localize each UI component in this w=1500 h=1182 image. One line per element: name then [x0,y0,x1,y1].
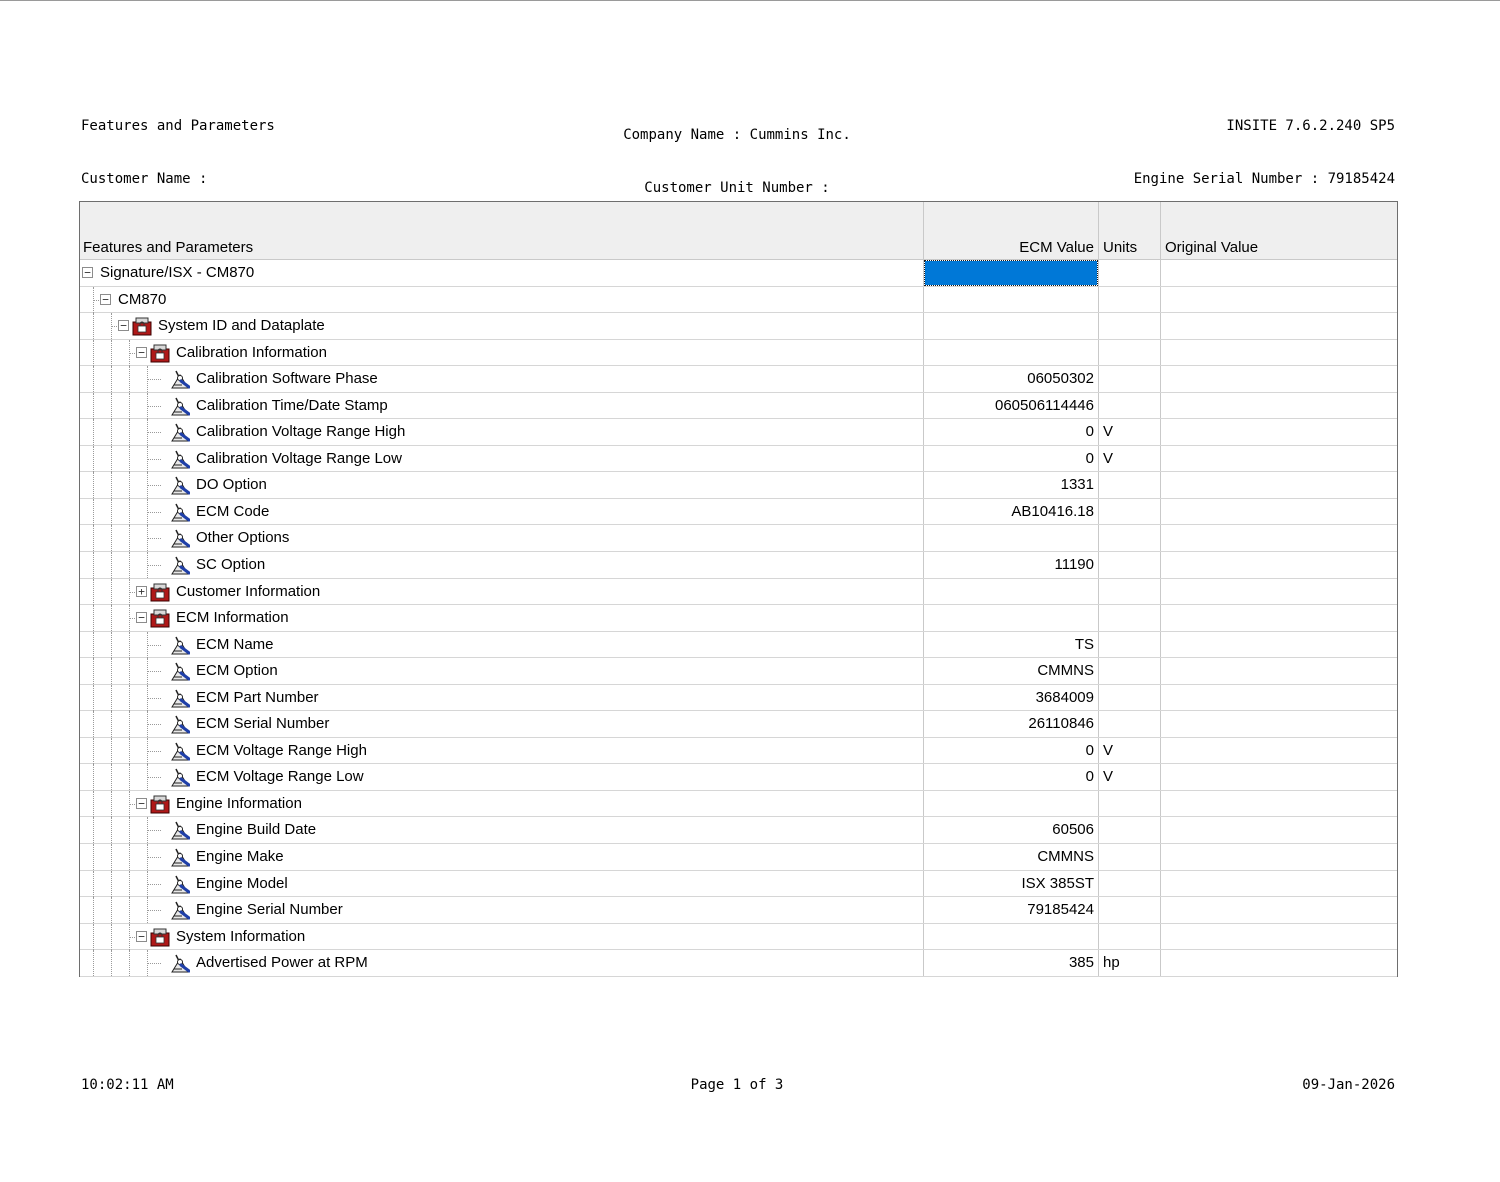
parameters-grid [79,201,1398,977]
tree-rows [80,260,1397,977]
tree-guide-line [129,552,130,578]
tree-guide-line [147,671,161,672]
tree-guide-line [111,738,112,764]
parameter-row[interactable] [80,552,1397,579]
ecm-value-cell: 79185424 [1027,901,1094,919]
customer-unit-number: Customer Unit Number : [644,179,830,196]
ecm-value-cell: 0 [1085,768,1094,786]
top-rule [0,0,1500,1]
row-label: Calibration Software Phase [196,370,378,388]
collapse-icon[interactable]: − [136,798,147,809]
locked-folder-icon [150,608,170,628]
tree-guide-line [147,724,161,725]
ecm-value-cell: TS [1074,635,1094,653]
tree-guide-line [93,658,94,684]
tree-guide-line [147,379,161,380]
tree-guide-line [147,645,161,646]
column-header-row [80,202,1397,260]
parameter-row[interactable] [80,472,1397,499]
tree-guide-line [147,857,161,858]
ecm-value-cell: 385 [1068,954,1094,972]
row-label: Calibration Voltage Range High [196,423,406,441]
parameter-icon [170,661,190,681]
tree-node-row[interactable] [80,313,1397,340]
row-label: Calibration Voltage Range Low [196,449,402,467]
tree-guide-line [147,485,161,486]
row-label: SC Option [196,556,266,574]
tree-guide-line [129,897,130,923]
tree-guide-line [129,419,130,445]
tree-guide-line [111,711,112,737]
ecm-value-cell: AB10416.18 [1011,502,1094,520]
parameter-row[interactable] [80,738,1397,765]
parameter-row[interactable] [80,844,1397,871]
row-label: ECM Code [196,502,270,520]
tree-guide-line [111,764,112,790]
tree-guide-line [93,791,94,817]
parameter-row[interactable] [80,764,1397,791]
tree-guide-line [111,525,112,551]
ecm-value-cell: 26110846 [1028,715,1094,733]
collapse-icon[interactable]: − [118,320,129,331]
column-header-units[interactable]: Units [1103,239,1138,256]
locked-folder-icon [150,582,170,602]
row-label: Other Options [196,529,290,547]
parameter-icon [170,555,190,575]
units-cell: hp [1103,954,1120,972]
tree-guide-line [129,764,130,790]
tree-guide-line [147,512,161,513]
tree-guide-line [111,897,112,923]
row-label: Engine Serial Number [196,901,343,919]
collapse-icon[interactable]: − [136,931,147,942]
ecm-value-cell: 06050302 [1027,370,1094,388]
row-label: Calibration Information [176,343,327,361]
tree-guide-line [129,393,130,419]
footer-page: Page 1 of 3 [690,1077,784,1093]
ecm-value-cell: 60506 [1052,821,1094,839]
tree-guide-line [93,393,94,419]
units-cell: V [1103,423,1114,441]
row-label: Advertised Power at RPM [196,954,368,972]
parameter-icon [170,449,190,469]
tree-node-row[interactable] [80,579,1397,606]
tree-guide-line [93,313,94,339]
parameter-icon [170,528,190,548]
tree-node-row[interactable] [80,791,1397,818]
tree-guide-line [93,871,94,897]
tree-guide-line [93,366,94,392]
tree-guide-line [111,605,112,631]
parameter-icon [170,714,190,734]
tree-guide-line [93,552,94,578]
tree-guide-line [147,406,161,407]
column-header-original-value[interactable]: Original Value [1165,239,1259,256]
row-label: Engine Model [196,874,288,892]
tree-guide-line [111,579,112,605]
parameter-icon [170,847,190,867]
parameter-icon [170,741,190,761]
tree-guide-line [129,950,130,976]
tree-guide-line [129,685,130,711]
parameter-row[interactable] [80,711,1397,738]
tree-guide-line [111,499,112,525]
ecm-value-cell: 11190 [1054,556,1094,574]
parameter-row[interactable] [80,446,1397,473]
tree-guide-line [147,538,161,539]
column-header-features[interactable]: Features and Parameters [83,239,254,256]
row-label: Engine Make [196,848,284,866]
row-label: Customer Information [176,582,321,600]
parameter-row[interactable] [80,897,1397,924]
collapse-icon[interactable]: − [136,347,147,358]
tree-guide-line [93,711,94,737]
row-label: ECM Option [196,662,278,680]
tree-guide-line [147,565,161,566]
parameter-icon [170,820,190,840]
collapse-icon[interactable]: − [136,612,147,623]
locked-folder-icon [150,343,170,363]
tree-guide-line [129,446,130,472]
tree-guide-line [93,446,94,472]
engine-serial-number: Engine Serial Number : 79185424 [1133,170,1395,187]
collapse-icon[interactable]: − [100,294,111,305]
ecm-value-cell: 0 [1085,423,1094,441]
parameter-icon [170,767,190,787]
parameter-icon [170,688,190,708]
tree-guide-line [129,499,130,525]
tree-guide-line [111,791,112,817]
insite-version: INSITE 7.6.2.240 SP5 [1226,118,1395,134]
tree-guide-line [129,844,130,870]
ecm-value-cell: 0 [1085,741,1094,759]
tree-guide-line [111,658,112,684]
tree-guide-line [93,897,94,923]
tree-node-row[interactable] [80,260,1397,287]
tree-guide-line [129,817,130,843]
tree-guide-line [93,340,94,366]
tree-guide-line [93,525,94,551]
tree-guide-line [111,632,112,658]
parameter-icon [170,475,190,495]
tree-guide-line [147,963,161,964]
row-label: ECM Voltage Range Low [196,768,364,786]
tree-guide-line [93,924,94,950]
tree-guide-line [147,830,161,831]
row-label: ECM Name [196,635,274,653]
row-label: ECM Serial Number [196,715,330,733]
tree-guide-line [93,579,94,605]
units-cell: V [1103,741,1114,759]
tree-guide-line [147,459,161,460]
ecm-value-cell: ISX 385ST [1021,874,1094,892]
ecm-value-cell: CMMNS [1037,848,1094,866]
footer-time: 10:02:11 AM [81,1077,174,1093]
tree-guide-line [111,685,112,711]
ecm-value-cell: 060506114446 [995,396,1094,414]
tree-guide-line [93,605,94,631]
tree-guide-line [111,366,112,392]
locked-folder-icon [132,316,152,336]
tree-guide-line [93,844,94,870]
footer-date: 09-Jan-2026 [1302,1077,1395,1093]
tree-node-row[interactable] [80,924,1397,951]
parameter-row[interactable] [80,393,1397,420]
row-label: Engine Build Date [196,821,317,839]
tree-guide-line [93,738,94,764]
tree-guide-line [93,685,94,711]
ecm-value-cell: 0 [1085,449,1094,467]
row-label: CM870 [118,290,167,308]
parameter-icon [170,953,190,973]
tree-guide-line [129,525,130,551]
tree-guide-line [111,950,112,976]
parameter-row[interactable] [80,685,1397,712]
tree-guide-line [129,366,130,392]
expand-icon[interactable]: + [136,586,147,597]
selected-value-cell[interactable] [925,261,1097,285]
tree-guide-line [147,751,161,752]
tree-guide-line [129,711,130,737]
tree-guide-line [93,817,94,843]
report-title: Features and Parameters [81,118,275,134]
tree-guide-line [93,950,94,976]
parameter-icon [170,422,190,442]
tree-node-row[interactable] [80,340,1397,367]
row-label: Signature/ISX - CM870 [100,264,255,281]
column-header-ecm-value[interactable]: ECM Value [1019,239,1094,256]
tree-guide-line [111,817,112,843]
tree-guide-line [147,698,161,699]
row-label: DO Option [196,476,267,494]
tree-guide-line [111,446,112,472]
tree-guide-line [111,844,112,870]
header-center [537,92,937,215]
parameter-icon [170,874,190,894]
parameter-row[interactable] [80,871,1397,898]
parameter-row[interactable] [80,366,1397,393]
row-label: System Information [176,927,306,945]
parameter-row[interactable] [80,632,1397,659]
tree-guide-line [93,419,94,445]
tree-node-row[interactable] [80,605,1397,632]
parameter-row[interactable] [80,419,1397,446]
parameter-row[interactable] [80,817,1397,844]
tree-guide-line [129,871,130,897]
row-label: Calibration Time/Date Stamp [196,396,388,414]
tree-guide-line [93,632,94,658]
tree-guide-line [93,472,94,498]
tree-guide-line [147,432,161,433]
ecm-value-cell: CMMNS [1037,662,1094,680]
parameter-icon [170,502,190,522]
tree-guide-line [147,777,161,778]
parameter-icon [170,369,190,389]
row-label: ECM Voltage Range High [196,741,367,759]
tree-guide-line [93,499,94,525]
tree-guide-line [129,472,130,498]
units-cell: V [1103,449,1114,467]
tree-guide-line [111,472,112,498]
tree-guide-line [93,764,94,790]
parameter-icon [170,635,190,655]
parameter-icon [170,900,190,920]
tree-guide-line [111,924,112,950]
row-label: System ID and Dataplate [158,317,325,335]
parameter-row[interactable] [80,950,1397,977]
tree-node-row[interactable] [80,287,1397,314]
row-label: ECM Information [176,609,289,627]
tree-guide-line [129,738,130,764]
tree-guide-line [147,910,161,911]
company-name: Company Name : Cummins Inc. [623,127,851,143]
parameter-row[interactable] [80,658,1397,685]
parameter-icon [170,396,190,416]
tree-guide-line [111,419,112,445]
tree-guide-line [147,884,161,885]
row-label: ECM Part Number [196,688,319,706]
tree-guide-line [129,658,130,684]
tree-guide-line [111,552,112,578]
collapse-icon[interactable]: − [82,267,93,278]
row-label: Engine Information [176,794,302,812]
ecm-value-cell: 3684009 [1035,688,1094,706]
parameter-row[interactable] [80,499,1397,526]
customer-name: Customer Name : [81,170,208,187]
locked-folder-icon [150,927,170,947]
parameter-row[interactable] [80,525,1397,552]
locked-folder-icon [150,794,170,814]
tree-guide-line [111,871,112,897]
ecm-value-cell: 1331 [1060,476,1094,494]
tree-guide-line [111,393,112,419]
tree-guide-line [111,340,112,366]
tree-guide-line [129,632,130,658]
units-cell: V [1103,768,1114,786]
